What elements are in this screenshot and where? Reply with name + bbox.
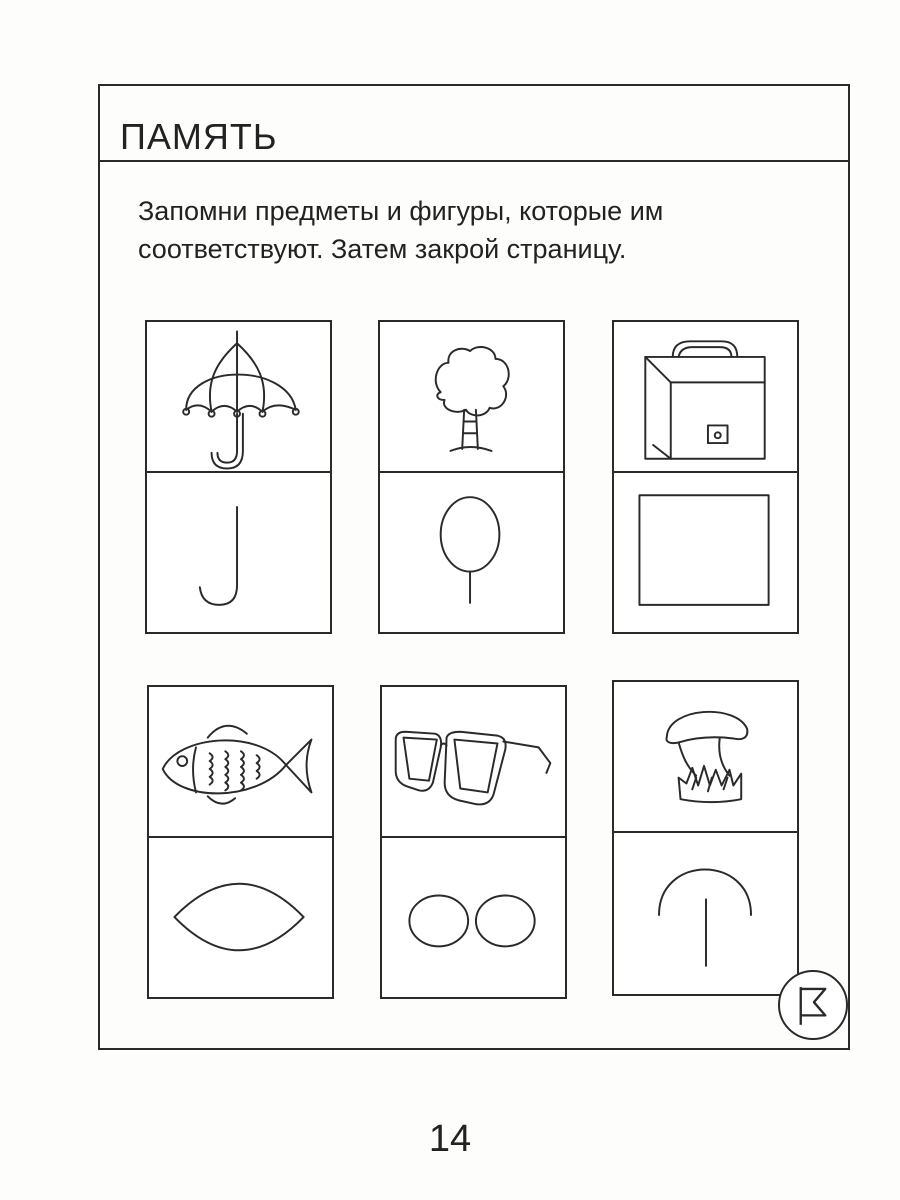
tree-icon — [380, 322, 563, 479]
card-bag — [612, 320, 799, 634]
two-ovals-shape-icon — [382, 836, 565, 997]
lens-shape-icon — [149, 836, 332, 997]
umbrella-icon — [147, 322, 330, 479]
page-title: ПАМЯТЬ — [120, 116, 278, 157]
glasses-icon — [382, 687, 565, 844]
hook-shape-icon — [147, 471, 330, 632]
oval-on-stick-shape-icon — [380, 471, 563, 632]
bag-icon — [614, 322, 797, 479]
instruction-line-1: Запомни предметы и фигуры, которые им — [138, 196, 664, 226]
card-umbrella — [145, 320, 332, 634]
title-bar — [100, 86, 848, 162]
page-number: 14 — [428, 1118, 472, 1160]
flag-icon — [778, 970, 848, 1040]
rectangle-shape-icon — [614, 471, 797, 632]
card-mushroom — [612, 680, 799, 996]
fish-icon — [149, 687, 332, 844]
mushroom-icon — [614, 682, 797, 839]
dome-on-stick-shape-icon — [614, 831, 797, 994]
instructions — [138, 192, 818, 268]
card-fish — [147, 685, 334, 999]
card-tree — [378, 320, 565, 634]
card-glasses — [380, 685, 567, 999]
instruction-line-2: соответствуют. Затем закрой страницу. — [138, 234, 627, 264]
